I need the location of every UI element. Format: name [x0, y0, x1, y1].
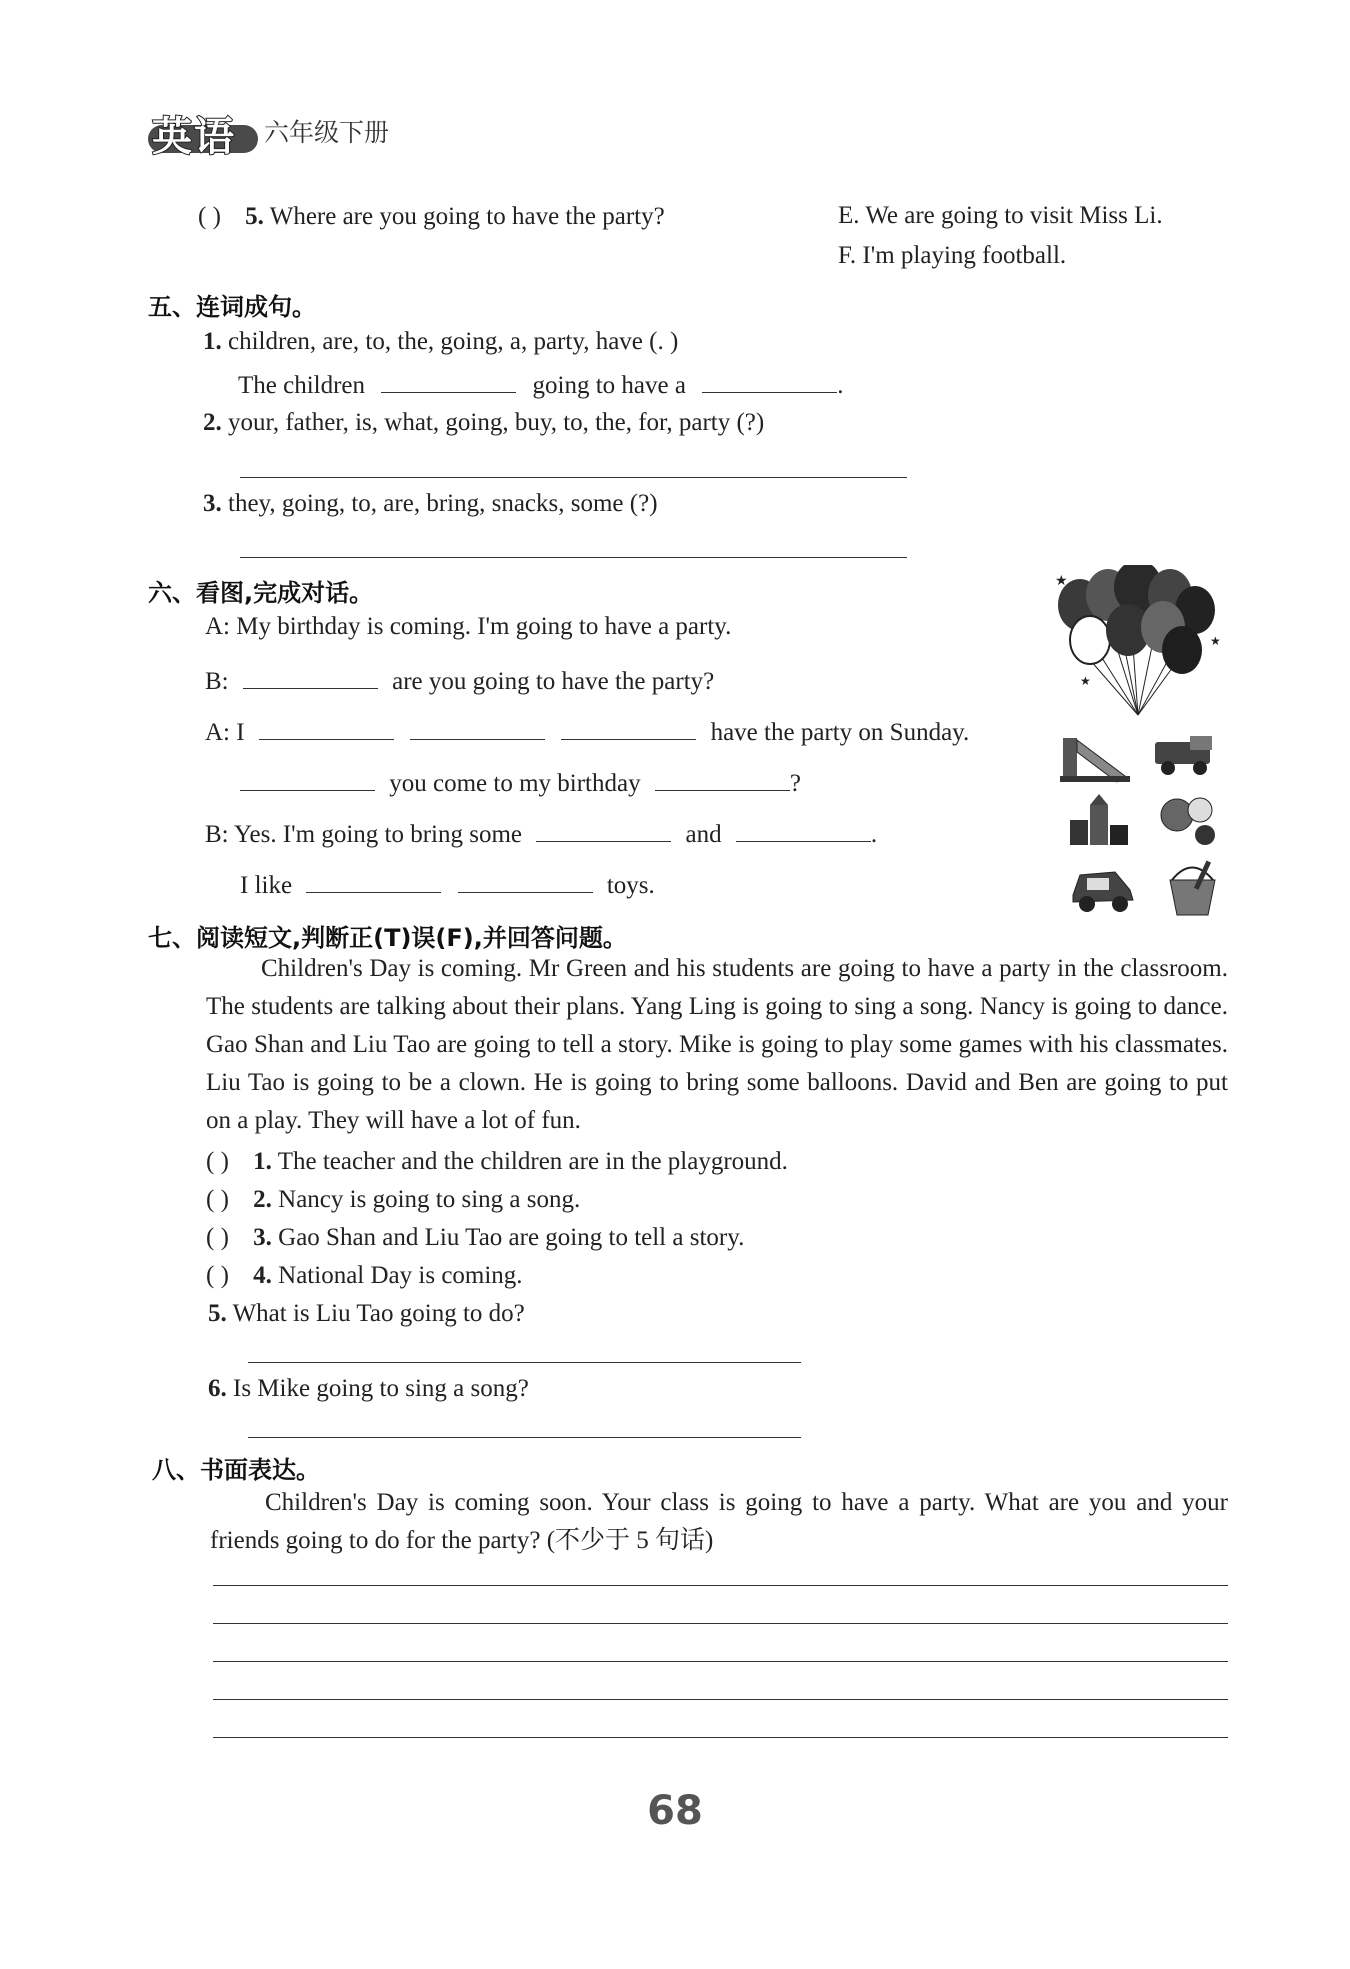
toy-truck-icon [1150, 732, 1225, 782]
question-number: 3. [253, 1224, 272, 1251]
s7-q5 [208, 1300, 525, 1328]
word-list: your, father, is, what, going, buy, to, the, for, party (?) [228, 409, 765, 436]
answer-blank[interactable] [702, 368, 837, 393]
answer-blank[interactable] [410, 715, 545, 740]
question-number: 6. [208, 1375, 227, 1402]
word-list: they, going, to, are, bring, snacks, some (?) [228, 490, 658, 517]
question-text: Where are you going to have the party? [269, 203, 665, 230]
page-number: 68 [647, 1788, 703, 1834]
dialog-line-2 [205, 664, 714, 696]
question-number: 1. [253, 1148, 272, 1175]
writing-line[interactable] [213, 1699, 1228, 1700]
reading-passage [206, 950, 1228, 1140]
answer-blank[interactable] [259, 715, 394, 740]
dialog-text: ? [789, 770, 801, 797]
svg-text:★: ★ [1210, 634, 1221, 648]
svg-text:★: ★ [1055, 573, 1068, 589]
question-number: 5. [245, 203, 264, 230]
writing-line[interactable] [213, 1661, 1228, 1662]
page-header [148, 105, 390, 160]
section7-title: 七、阅读短文,判断正(T)误(F),并回答问题。 [148, 924, 627, 952]
question-number: 1. [203, 328, 222, 355]
question-text: National Day is coming. [278, 1262, 523, 1289]
dialog-line-3 [205, 715, 969, 747]
question-number: 5. [208, 1300, 227, 1327]
answer-blank[interactable] [306, 868, 441, 893]
answer-blank[interactable] [655, 766, 790, 791]
s7-q1 [206, 1148, 788, 1176]
s5-q3 [203, 490, 658, 518]
s7-q4 [206, 1262, 523, 1290]
dialog-text: toys. [606, 872, 655, 899]
answer-text: The children [238, 372, 366, 399]
speaker: B: [205, 668, 229, 695]
toy-balls-icon [1155, 790, 1225, 850]
slide-toy-icon [1055, 728, 1135, 788]
writing-line[interactable] [213, 1737, 1228, 1738]
s7-q2 [206, 1186, 580, 1214]
subject-badge [148, 107, 258, 160]
section8-title: 八、书面表达。 [152, 1456, 320, 1484]
question-number: 2. [203, 409, 222, 436]
prompt-text: Children's Day is coming soon. Your class is going to have a party. What are you and your friends going to do for the party? (不少于 5 句话) [210, 1489, 1228, 1554]
dialog-text: have the party on Sunday. [710, 719, 970, 746]
s7-q6 [208, 1375, 529, 1403]
question-number: 3. [203, 490, 222, 517]
dialog-text: are you going to have the party? [392, 668, 715, 695]
answer-blank[interactable] [736, 817, 871, 842]
dialog-line-4 [240, 766, 801, 798]
dialog-line-5 [205, 817, 877, 849]
question-text: What is Liu Tao going to do? [232, 1300, 525, 1327]
section5-title: 五、连词成句。 [148, 293, 316, 321]
s5-q1-answer [238, 368, 843, 400]
writing-line[interactable] [213, 1585, 1228, 1586]
option-e: E. We are going to visit Miss Li. [838, 202, 1163, 229]
question-text: Gao Shan and Liu Tao are going to tell a story. [278, 1224, 745, 1251]
answer-paren[interactable]: ( ) [198, 203, 221, 230]
answer-line[interactable] [248, 1437, 801, 1438]
section6-title: 六、看图,完成对话。 [148, 579, 374, 607]
answer-blank[interactable] [561, 715, 696, 740]
writing-prompt [210, 1484, 1228, 1560]
dialog-text: I like [240, 872, 293, 899]
part4-question-5 [198, 203, 665, 231]
dialog-text: . [870, 821, 878, 848]
question-text: The teacher and the children are in the playground. [277, 1148, 788, 1175]
sand-bucket-icon [1160, 855, 1225, 920]
subject-title: 英语 [152, 114, 236, 160]
building-blocks-icon [1065, 790, 1135, 850]
dialog-text: and [685, 821, 722, 848]
answer-text: . [837, 372, 844, 399]
s5-q1 [203, 328, 678, 356]
answer-line[interactable] [240, 557, 907, 558]
answer-blank[interactable] [381, 368, 516, 393]
s7-q3 [206, 1224, 744, 1252]
dialog-line-1: A: My birthday is coming. I'm going to have a party. [205, 613, 732, 640]
option-f: F. I'm playing football. [838, 242, 1067, 269]
answer-blank[interactable] [536, 817, 671, 842]
grade-label: 六年级下册 [264, 118, 390, 147]
writing-line[interactable] [213, 1623, 1228, 1624]
dialog-text: B: Yes. I'm going to bring some [205, 821, 523, 848]
passage-text: Children's Day is coming. Mr Green and his students are going to have a party in the classroom. The students are talking about their plans. Yang Ling is going to sing a song. Nancy is going to dance. Gao Shan and Liu Tao are going to tell a story. Mike is going to play some games with his classmates. Liu Tao is going to be a clown. He is going to bring some balloons. David and Ben are going to put on a play. They will have a lot of fun. [206, 955, 1228, 1134]
answer-blank[interactable] [240, 766, 375, 791]
answer-paren[interactable]: ( ) [206, 1186, 229, 1213]
balloons-icon [1050, 565, 1230, 725]
svg-text:★: ★ [1080, 674, 1091, 688]
answer-line[interactable] [248, 1362, 801, 1363]
speaker: A: I [205, 719, 245, 746]
answer-blank[interactable] [243, 664, 378, 689]
dialog-text: you come to my birthday [389, 770, 641, 797]
s5-q2 [203, 409, 764, 437]
answer-paren[interactable]: ( ) [206, 1148, 229, 1175]
word-list: children, are, to, the, going, a, party, have (. ) [228, 328, 679, 355]
answer-text: going to have a [532, 372, 686, 399]
question-number: 4. [253, 1262, 272, 1289]
dialog-line-6 [240, 868, 655, 900]
toy-car-icon [1065, 860, 1140, 915]
answer-paren[interactable]: ( ) [206, 1224, 229, 1251]
answer-line[interactable] [240, 477, 907, 478]
question-text: Nancy is going to sing a song. [278, 1186, 581, 1213]
question-number: 2. [253, 1186, 272, 1213]
question-text: Is Mike going to sing a song? [233, 1375, 529, 1402]
answer-paren[interactable]: ( ) [206, 1262, 229, 1289]
answer-blank[interactable] [458, 868, 593, 893]
